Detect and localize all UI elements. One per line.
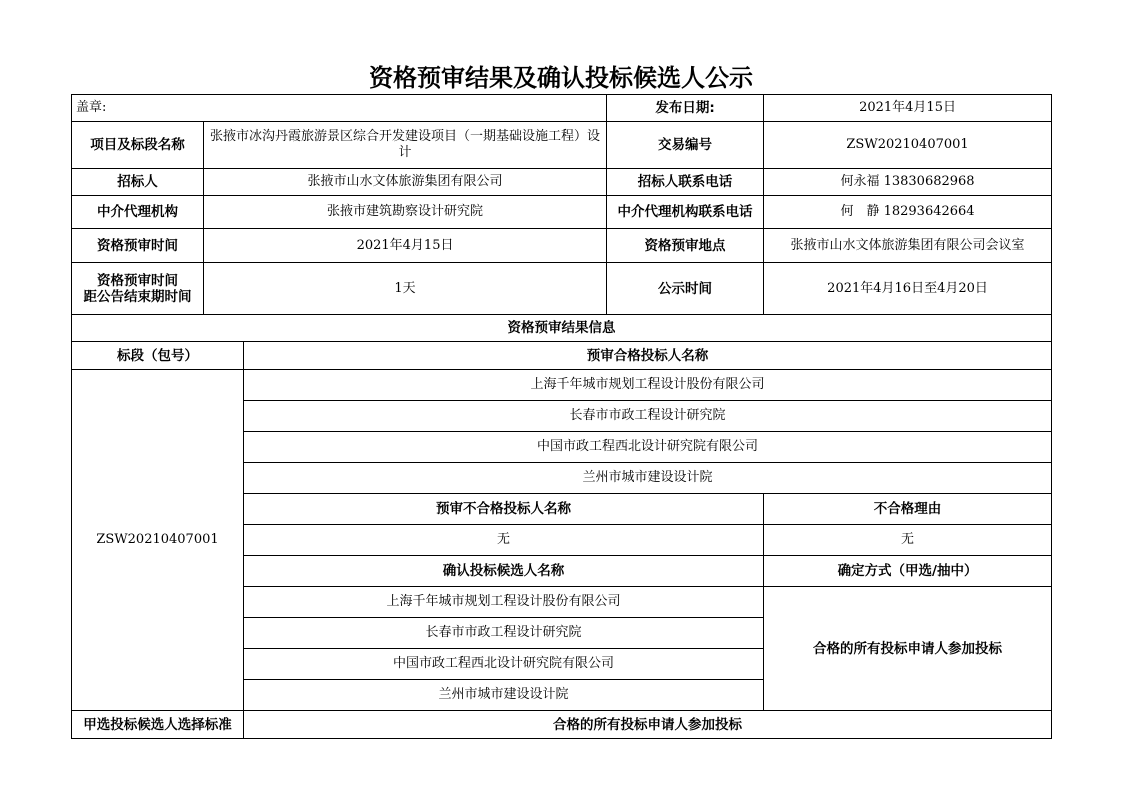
confirmed-item: 长春市市政工程设计研究院 (244, 618, 764, 649)
qualified-label: 预审合格投标人名称 (244, 342, 1052, 370)
method-label: 确定方式（甲选/抽中） (764, 556, 1052, 587)
prequal-time-label: 资格预审时间 (72, 229, 204, 263)
trade-no-value: ZSW20210407001 (764, 122, 1052, 169)
publish-date-value: 2021年4月15日 (764, 95, 1052, 122)
results-section-title: 资格预审结果信息 (72, 315, 1052, 342)
agent-contact-label: 中介代理机构联系电话 (607, 196, 764, 229)
qualified-item: 上海千年城市规划工程设计股份有限公司 (244, 370, 1052, 401)
tenderer-contact-label: 招标人联系电话 (607, 169, 764, 196)
lot-label: 标段（包号） (72, 342, 244, 370)
project-value: 张掖市冰沟丹霞旅游景区综合开发建设项目（一期基础设施工程）设计 (204, 122, 607, 169)
interval-value: 1天 (204, 263, 607, 315)
confirmed-item: 上海千年城市规划工程设计股份有限公司 (244, 587, 764, 618)
tenderer-value: 张掖市山水文体旅游集团有限公司 (204, 169, 607, 196)
seal-label: 盖章: (72, 95, 607, 122)
project-label: 项目及标段名称 (72, 122, 204, 169)
method-value: 合格的所有投标申请人参加投标 (764, 587, 1052, 711)
interval-label-line-2: 距公告结束期时间 (83, 288, 192, 305)
criteria-label: 甲选投标候选人选择标准 (72, 711, 244, 739)
unqualified-reason-value: 无 (764, 525, 1052, 556)
tenderer-contact-value: 何永福 13830682968 (764, 169, 1052, 196)
notice-period-label: 公示时间 (607, 263, 764, 315)
agent-value: 张掖市建筑勘察设计研究院 (204, 196, 607, 229)
confirmed-item: 兰州市城市建设设计院 (244, 680, 764, 711)
unqualified-label: 预审不合格投标人名称 (244, 494, 764, 525)
notice-table (71, 94, 1052, 739)
qualified-item: 中国市政工程西北设计研究院有限公司 (244, 432, 1052, 463)
tenderer-label: 招标人 (72, 169, 204, 196)
prequal-time-value: 2021年4月15日 (204, 229, 607, 263)
unqualified-value: 无 (244, 525, 764, 556)
agent-contact-value: 何 静 18293642664 (764, 196, 1052, 229)
qualified-item: 兰州市城市建设设计院 (244, 463, 1052, 494)
agent-label: 中介代理机构 (72, 196, 204, 229)
confirmed-item: 中国市政工程西北设计研究院有限公司 (244, 649, 764, 680)
publish-date-label: 发布日期: (607, 95, 764, 122)
lot-value: ZSW20210407001 (72, 370, 244, 711)
interval-label-line-1: 资格预审时间 (97, 272, 178, 289)
unqualified-reason-label: 不合格理由 (764, 494, 1052, 525)
prequal-place-label: 资格预审地点 (607, 229, 764, 263)
criteria-value: 合格的所有投标申请人参加投标 (244, 711, 1052, 739)
trade-no-label: 交易编号 (607, 122, 764, 169)
interval-label (72, 263, 204, 315)
page-title: 资格预审结果及确认投标候选人公示 (369, 64, 753, 92)
qualified-item: 长春市市政工程设计研究院 (244, 401, 1052, 432)
notice-period-value: 2021年4月16日至4月20日 (764, 263, 1052, 315)
confirmed-label: 确认投标候选人名称 (244, 556, 764, 587)
prequal-place-value: 张掖市山水文体旅游集团有限公司会议室 (764, 229, 1052, 263)
